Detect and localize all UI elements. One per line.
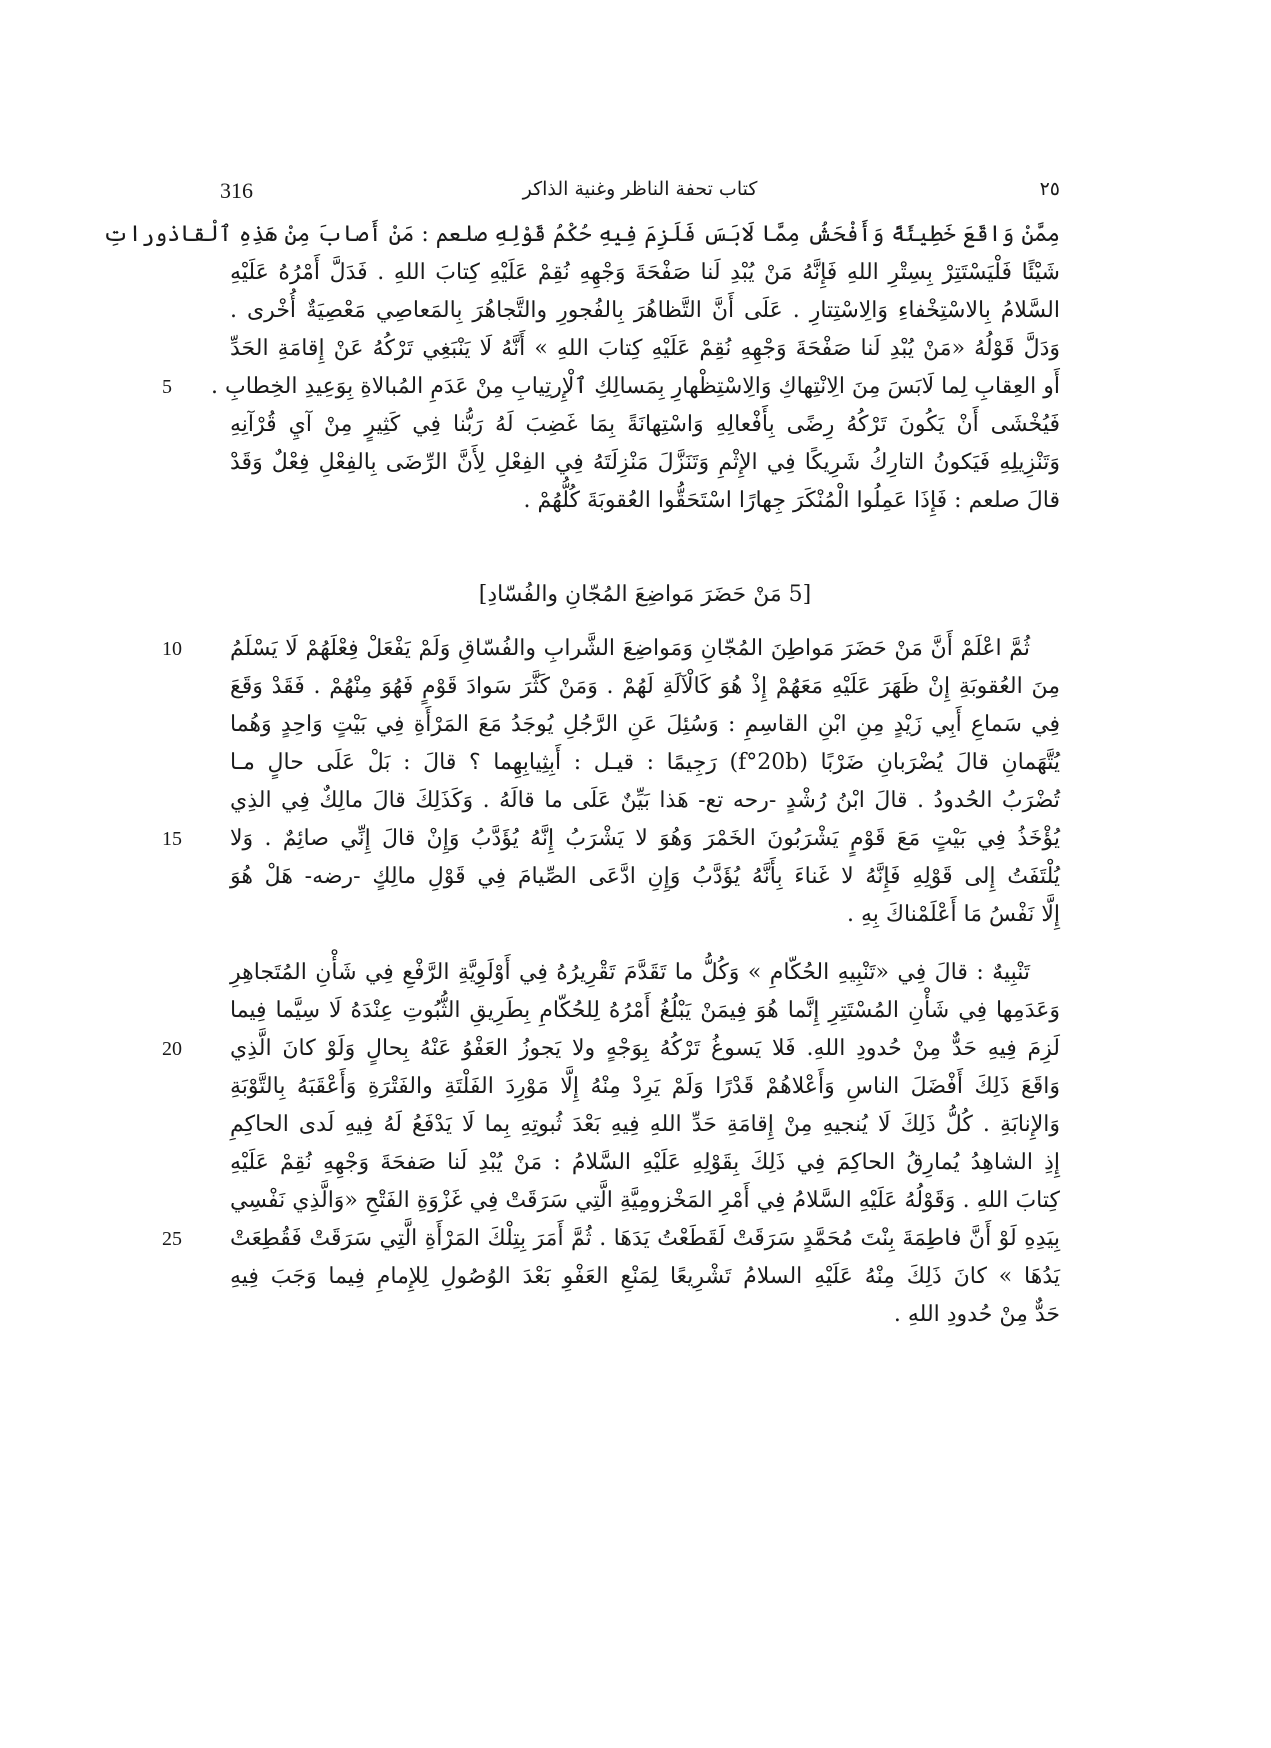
text-line: إِذِ الشاهِدُ يُمارِقُ الحاكِمَ فِي ذَلِكَ بِقَوْلِهِ عَلَيْهِ السَّلامُ : مَنْ يُبْدِ لَنا صَفحَةَ وَجْهِهِ نُقِمْ عَلَيْهِ xyxy=(230,1150,1060,1175)
text-line: وَعَدَمِها فِي شَأْنِ المُسْتَتِرِ إِنَّما هُوَ فِيمَنْ يَبْلُغُ أَمْرُهُ لِلحُكّامِ بِطَرِيقِ الثُّبُوتِ عِنْدَهُ لَا سِيَّما فِيما xyxy=(230,998,1060,1023)
text-line: شَيْئًا فَلْيَسْتَتِرْ بِسِتْرِ اللهِ فَإِنَّهُ مَنْ يُبْدِ لَنا صَفْحَةَ وَجْهِهِ نُقِمْ عَلَيْهِ كِتابَ اللهِ . فَدَلَّ أَمْرُهُ عَلَيْهِ xyxy=(230,260,1060,285)
text-line: يُؤْخَذُ فِي بَيْتٍ مَعَ قَوْمٍ يَشْرَبُونَ الخَمْرَ وَهُوَ لا يَشْرَبُ إِنَّهُ يُؤَدَّبُ وَإِنْ قالَ إِنِّي صائِمٌ . وَلا xyxy=(230,826,1060,851)
text-line: لَزِمَ فِيهِ حَدٌّ مِنْ حُدودِ اللهِ. فَلا يَسوغُ تَرْكُهُ بِوَجْهٍ ولا يَجوزُ العَفْوُ عَنْهُ بِحالٍ وَلَوْ كانَ الَّذِي xyxy=(230,1036,1060,1061)
line-number: 5 xyxy=(162,376,172,398)
text-line: تَنْبِيهٌ : قالَ فِي «تَنْبِيهِ الحُكّامِ » وَكُلُّ ما تَقَدَّمَ تَقْرِيرُهُ فِي أَوْلَوِيَّةِ الرَّفْعِ فِي شَأْنِ المُتَجاهِرِ xyxy=(230,960,1030,985)
text-line: فِي سَماعِ أَبِي زَيْدٍ مِنِ ابْنِ القاسِمِ : وَسُئِلَ عَنِ الرَّجُلِ يُوجَدُ مَعَ المَرْأَةِ فِي بَيْتٍ وَاحِدٍ وَهُما xyxy=(230,712,1060,737)
text-line: قالَ صلعم : فَإِذَا عَمِلُوا الْمُنْكَرَ جِهارًا اسْتَحَقُّوا العُقوبَةَ كُلُّهُمْ . xyxy=(523,488,1060,513)
text-line: بِيَدِهِ لَوْ أَنَّ فاطِمَةَ بِنْتَ مُحَمَّدٍ سَرَقَتْ لَقَطَعْتُ يَدَهَا . ثُمَّ أَمَرَ بِتِلْكَ المَرْأَةِ الَّتِي سَرَقَتْ فَقُطِعَتْ xyxy=(230,1226,1060,1251)
text-line: يُلْتَفَتُ إِلى قَوْلِهِ فَإِنَّهُ لا غَناءَ بِأَنَّهُ يُؤَدَّبُ وَإِنِ ادَّعَى الصِّيامَ فِي قَوْلِ مالِكٍ -رضه- هَلْ هُوَ xyxy=(230,864,1060,889)
text-line: يَدُهَا » كانَ ذَلِكَ مِنْهُ عَلَيْهِ السلامُ تَشْرِيعًا لِمَنْعِ العَفْوِ بَعْدَ الوُصُولِ لِلإِمامِ فِيما وَجَبَ فِيهِ xyxy=(230,1264,1060,1289)
text-line: كِتابَ اللهِ . وَقَوْلُهُ عَلَيْهِ السَّلامُ فِي أَمْرِ المَخْزومِيَّةِ الَّتِي سَرَقَتْ فِي غَزْوَةِ الفَتْحِ «وَالَّذِي نَفْسِي xyxy=(230,1188,1060,1213)
text-line: ثُمَّ اعْلَمْ أَنَّ مَنْ حَضَرَ مَواطِنَ المُجّانِ وَمَواضِعَ الشَّرابِ والفُسّاقِ وَلَمْ يَفْعَلْ فِعْلَهُمْ لَا يَسْلَمُ xyxy=(230,636,1030,661)
text-line: وَدَلَّ قَوْلُهُ «مَنْ يُبْدِ لَنا صَفْحَةَ وَجْهِهِ نُقِمْ عَلَيْهِ كِتابَ اللهِ » أَنَّهُ لَا يَنْبَغِي تَرْكُهُ عَنْ إِقامَةِ الحَدِّ xyxy=(230,336,1060,361)
text-line: مِمَّنْ وَاقَعَ خَطِيئَةً وَأَفْحَشُ مِمَّا لَابَسَ فَلَزِمَ فِيهِ حُكْمُ قَوْلِهِ صلعم : مَنْ أَصابَ مِنْ هَذِهِ ٱلْقاذوراتِ xyxy=(102,222,1060,247)
text-line: وَالإِنابَةِ . كُلُّ ذَلِكَ لَا يُنجيهِ مِنْ إِقامَةِ حَدِّ اللهِ فِيهِ بَعْدَ ثُبوتِهِ بِما لَا يَدْفَعُ لَهُ فِيهِ لَدى الحاكِمِ xyxy=(230,1112,1060,1137)
text-line: فَيُخْشَى أَنْ يَكُونَ تَرْكُهُ رِضًى بِأَفْعالِهِ وَاسْتِهانَةً بِمَا غَضِبَ لَهُ رَبُّنا فِي كَثِيرٍ مِنْ آيِ قُرْآنِهِ xyxy=(230,412,1060,437)
line-number: 25 xyxy=(162,1228,182,1250)
line-number: 20 xyxy=(162,1038,182,1060)
text-line: مِنَ العُقوبَةِ إِنْ ظَهَرَ عَلَيْهِ مَعَهُمْ إِذْ هُوَ كَالْآلَةِ لَهُمْ . وَمَنْ كَثَّرَ سَوادَ قَوْمٍ فَهُوَ مِنْهُمْ . فَقَدْ وَقَعَ xyxy=(230,674,1060,699)
page-number-latin: 316 xyxy=(220,178,253,203)
text-line: تُضْرَبُ الحُدودُ . قالَ ابْنُ رُشْدٍ -رحه تع- هَذا بَيِّنٌ عَلَى ما قالَهُ . وَكَذَلِكَ قالَ مالِكٌ فِي الذِي xyxy=(230,788,1060,813)
text-line: إِلَّا نَفْسُ مَا أَعْلَمْناكَ بِهِ . xyxy=(846,902,1060,927)
text-line: يُتَّهَمانِ قالَ يُضْرَبانِ ضَرْبًا (f°20b) رَجِيمًا : قيـل : أَبِثِيابِهِما ؟ قالَ : بَلْ عَلَى حالٍ مـا xyxy=(230,750,1060,775)
text-line: أَو العِقابِ لِما لَابَسَ مِنَ الِانْتِهاكِ وَالِاسْتِظْهارِ بِمَسالِكِ ٱلْإِرتِيابِ مِنْ عَدَمِ المُبالاةِ بِوَعِيدِ الخِطابِ . xyxy=(211,374,1060,399)
running-title: كتاب تحفة الناظر وغنية الذاكر xyxy=(522,178,758,200)
text-line: وَتَنْزِيلِهِ فَيَكونُ التارِكُ شَرِيكًا فِي الإِثْمِ وَتَنَزَّلَ مَنْزِلَتَهُ فِي الفِعْلِ لِأَنَّ الرِّضَى بِالفِعْلِ فِعْلٌ وَقَدْ xyxy=(230,450,1060,475)
text-line: حَدٌّ مِنْ حُدودِ اللهِ . xyxy=(893,1302,1060,1327)
page-header xyxy=(220,178,1060,208)
line-number: 10 xyxy=(162,638,182,660)
page-number-arabic: ٢٥ xyxy=(1039,178,1060,200)
text-line: وَاقَعَ ذَلِكَ أَفْضَلَ الناسِ وَأَعْلاهُمْ قَدْرًا وَلَمْ يَرِدْ مِنْهُ إِلَّا مَوْرِدَ الفَلْتَةِ والفَتْرَةِ وَأَعْقَبَهُ بِالتَّوْبَةِ xyxy=(230,1074,1060,1099)
line-number: 15 xyxy=(162,828,182,850)
text-line: السَّلامُ بِالاسْتِخْفاءِ وَالِاسْتِتارِ . عَلَى أَنَّ التَّظاهُرَ بِالفُجورِ والتَّجاهُرَ بِالمَعاصِي مَعْصِيَةٌ أُخْرى . xyxy=(230,298,1060,323)
section-heading: [5 مَنْ حَضَرَ مَواضِعَ المُجّانِ والفُسّادِ] xyxy=(478,582,812,607)
